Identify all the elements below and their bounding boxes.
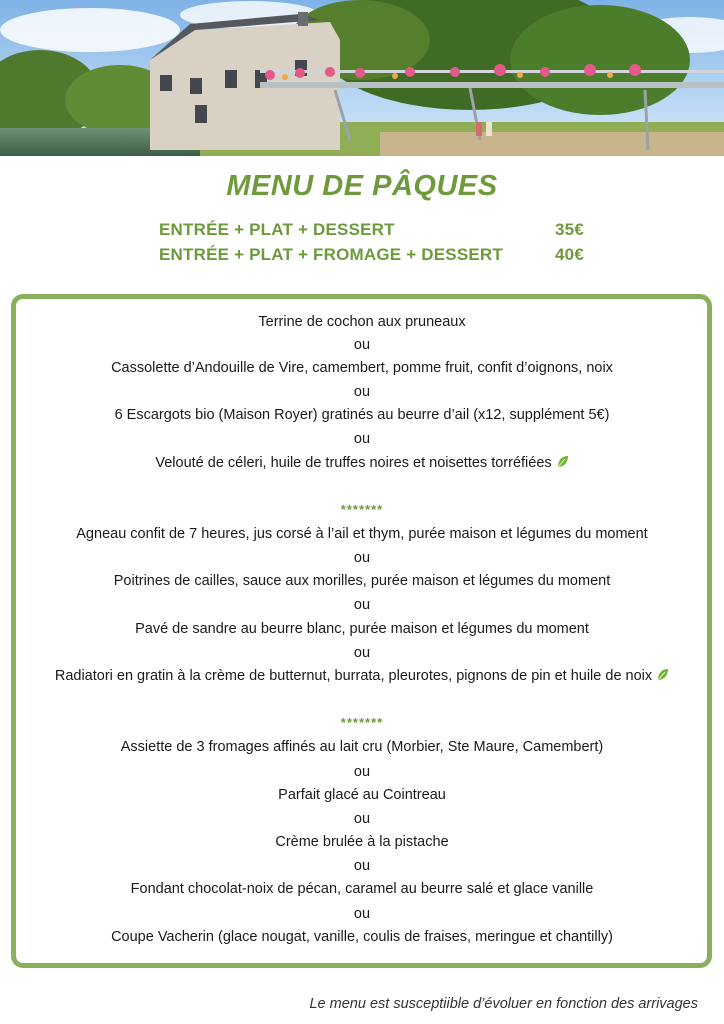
entree-item: Cassolette d’Andouille de Vire, camembert, pomme fruit, confit d’oignons, noix xyxy=(111,360,613,376)
or-separator: ou xyxy=(353,764,371,780)
or-separator: ou xyxy=(353,645,371,661)
plat-item: Poitrines de cailles, sauce aux morilles, purée maison et légumes du moment xyxy=(113,573,611,589)
formula-label: ENTRÉE + PLAT + FROMAGE + DESSERT xyxy=(159,245,503,264)
or-separator: ou xyxy=(353,337,371,353)
dessert-item: Parfait glacé au Cointreau xyxy=(278,787,446,803)
formula-row xyxy=(159,220,584,240)
dessert-item: Coupe Vacherin (glace nougat, vanille, coulis de fraises, meringue et chantilly) xyxy=(111,929,613,945)
entree-item: Terrine de cochon aux pruneaux xyxy=(258,314,466,330)
entree-item-vegetarian xyxy=(0,455,724,472)
or-separator: ou xyxy=(353,858,371,874)
plat-item-vegetarian xyxy=(0,668,724,685)
hero-photo xyxy=(0,0,724,156)
plat-item-label: Radiatori en gratin à la crème de butternut, burrata, pleurotes, pignons de pin et huile de noix xyxy=(54,668,653,684)
footer-note: Le menu est susceptiible d’évoluer en fonction des arrivages xyxy=(309,996,698,1012)
or-separator: ou xyxy=(353,550,371,566)
formula-price: 35€ xyxy=(555,220,584,239)
or-separator: ou xyxy=(353,597,371,613)
plat-item: Agneau confit de 7 heures, jus corsé à l’ail et thym, purée maison et légumes du moment xyxy=(76,526,648,542)
dessert-item: Fondant chocolat-noix de pécan, caramel au beurre salé et glace vanille xyxy=(130,881,594,897)
or-separator: ou xyxy=(353,431,371,447)
entree-item-label: Velouté de céleri, huile de truffes noires et noisettes torréfiées xyxy=(155,455,552,471)
leaf-icon xyxy=(556,455,569,472)
dessert-item: Crème brulée à la pistache xyxy=(275,834,449,850)
plat-item: Pavé de sandre au beurre blanc, purée maison et légumes du moment xyxy=(135,621,589,637)
entree-item: 6 Escargots bio (Maison Royer) gratinés au beurre d’ail (x12, supplément 5€) xyxy=(114,407,610,423)
menu-title: MENU DE PÂQUES xyxy=(226,170,498,202)
formula-label: ENTRÉE + PLAT + DESSERT xyxy=(159,220,395,239)
or-separator: ou xyxy=(353,384,371,400)
or-separator: ou xyxy=(353,811,371,827)
section-separator: ******* xyxy=(340,715,384,730)
section-separator: ******* xyxy=(340,502,384,517)
formula-row xyxy=(159,245,584,265)
leaf-icon xyxy=(656,668,669,685)
or-separator: ou xyxy=(353,906,371,922)
dessert-item: Assiette de 3 fromages affinés au lait cru (Morbier, Ste Maure, Camembert) xyxy=(120,739,604,755)
formula-price: 40€ xyxy=(555,245,584,264)
